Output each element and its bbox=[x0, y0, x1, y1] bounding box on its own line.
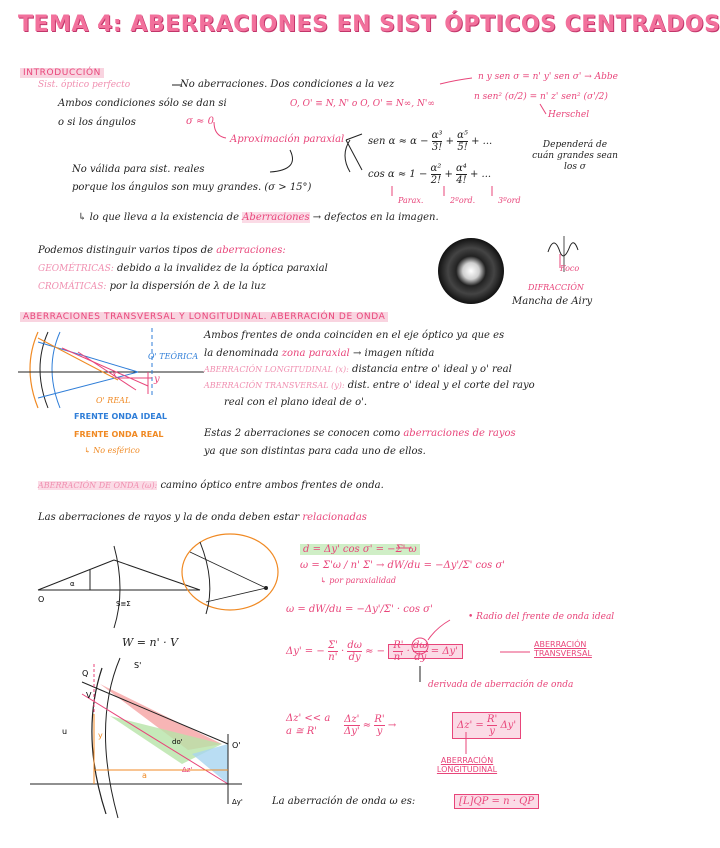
wave-p2b: ya que son distintas para cada uno de ellos. bbox=[204, 446, 426, 457]
intro-line3: o si los ángulos bbox=[58, 117, 136, 128]
intro-line1: No aberraciones. Dos condiciones a la vez bbox=[180, 79, 395, 90]
types-geometric: GEOMÉTRICAS: debido a la invalidez de la óptica paraxial bbox=[38, 263, 328, 274]
trans-label: ABERRACIÓN TRANSVERSAL bbox=[534, 640, 592, 658]
eq-dz-box: Δz' = $\frac{R'}{y}$ Δy' bbox=[452, 712, 521, 739]
wave-p2a: Estas 2 aberraciones se conocen como aberraciones de rayos bbox=[204, 428, 516, 439]
order-2: 2ºord. bbox=[450, 196, 476, 205]
svg-text:do': do' bbox=[172, 738, 183, 746]
intro-line2-cond: O, O' ≡ N, N' o O, O' ≡ N∞, N'∞ bbox=[290, 99, 435, 109]
herschel-eq: n sen² (σ/2) = n' z' sen² (σ'/2) bbox=[474, 92, 608, 102]
eq-dz: $\frac{\Delta z'}{\Delta y'}$ ≈ $\frac{R'}{y}$ → bbox=[344, 714, 397, 737]
airy-label: Mancha de Airy bbox=[512, 296, 593, 307]
svg-text:y: y bbox=[98, 731, 103, 740]
section-heading-wave: ABERRACIONES TRANSVERSAL Y LONGITUDINAL. ABERRACIÓN DE ONDA bbox=[20, 312, 388, 322]
long-label: ABERRACIÓN LONGITUDINAL bbox=[436, 756, 498, 774]
eq-d: d = Δy' cos σ' = −Σ' ω bbox=[300, 544, 420, 555]
svg-text:Q: Q bbox=[82, 669, 89, 678]
svg-text:a: a bbox=[142, 771, 147, 780]
types-intro: Podemos distinguir varios tipos de aberraciones: bbox=[38, 245, 286, 256]
intro-line2: Ambos condiciones sólo se dan si bbox=[58, 98, 227, 109]
intro-perfect-label: Sist. óptico perfecto bbox=[38, 80, 131, 90]
wave-onda: ABERRACIÓN DE ONDA (ω): camino óptico entre ambos frentes de onda. bbox=[38, 480, 384, 491]
wave-related: Las aberraciones de rayos y la de onda deben estar relacionadas bbox=[38, 512, 367, 523]
no-esferico-label: ↳ No esférico bbox=[84, 446, 140, 455]
eq-omega: ω = Σ'ω / n' Σ' → dW/du = −Δy'/Σ' cos σ' bbox=[300, 560, 506, 571]
svg-text:u: u bbox=[62, 727, 68, 736]
derivada-label: derivada de aberración de onda bbox=[428, 680, 574, 690]
wave-trans2: real con el plano ideal de o'. bbox=[224, 397, 368, 408]
svg-text:S': S' bbox=[134, 661, 142, 670]
taylor-sen: sen α ≈ α − $\frac{\text{α³}}{3!}$ + $\frac{\text{α⁵}}{5!}$ + ... bbox=[368, 130, 493, 153]
novalid-1: No válida para sist. reales bbox=[72, 164, 205, 175]
final-text: La aberración de onda ω es: bbox=[272, 796, 416, 807]
x-label: x bbox=[112, 370, 118, 380]
eq-dy: Δy' = − $\frac{\Sigma'}{n'}$ · $\frac{d\omega}{dy}$ ≈ − $\frac{R'}{n'}$ · $\frac{d\omega}{dy}$ = Δy' bbox=[286, 640, 463, 663]
svg-text:Δz': Δz' bbox=[182, 766, 193, 774]
novalid-2: porque los ángulos son muy grandes. (σ > 15°) bbox=[72, 182, 312, 193]
final-eq: [L]QP = n · QP bbox=[454, 794, 539, 809]
o-teorica-label: O' TEÓRICA bbox=[148, 352, 199, 361]
page-title: TEMA 4: ABERRACIONES EN SIST ÓPTICOS CENTRADOS bbox=[18, 12, 720, 37]
small-conditions: Δz' << a a ≅ R' bbox=[286, 713, 331, 737]
y-label: y bbox=[154, 374, 160, 385]
svg-text:O: O bbox=[38, 595, 45, 604]
herschel-label: Herschel bbox=[548, 110, 590, 120]
order-paraxial: Parax. bbox=[398, 196, 424, 205]
o-real-label: O' REAL bbox=[96, 396, 131, 405]
svg-text:S≡Σ: S≡Σ bbox=[116, 600, 131, 608]
depend-note: Dependerá de cuán grandes sean los σ bbox=[532, 140, 618, 172]
wave-p1a: Ambos frentes de onda coinciden en el eje óptico ya que es bbox=[204, 330, 505, 341]
svg-text:O': O' bbox=[232, 741, 241, 750]
radio-label: • Radio del frente de onda ideal bbox=[468, 612, 615, 622]
taylor-cos: cos α ≈ 1 − $\frac{\text{α²}}{2!}$ + $\frac{\text{α⁴}}{4!}$ + ... bbox=[368, 163, 492, 186]
w-equation: W = n' · V bbox=[122, 636, 179, 649]
abbe-condition: n y sen σ = n' y' sen σ' → Abbe bbox=[478, 72, 618, 82]
paraxial-approx: Aproximación paraxial bbox=[230, 134, 345, 145]
diffraction-label: DIFRACCIÓN bbox=[528, 283, 584, 292]
frente-ideal-label: FRENTE ONDA IDEAL bbox=[74, 412, 167, 421]
frente-real-label: FRENTE ONDA REAL bbox=[74, 430, 164, 439]
svg-text:V: V bbox=[86, 691, 92, 700]
wave-long: ABERRACIÓN LONGITUDINAL (x): distancia entre o' ideal y o' real bbox=[204, 364, 512, 375]
leads-line: ↳ lo que lleva a la existencia de Aberraciones → defectos en la imagen. bbox=[78, 212, 439, 223]
wave-p1b: la denominada zona paraxial → imagen nítida bbox=[204, 348, 435, 359]
svg-text:Δy': Δy' bbox=[232, 798, 243, 806]
wave-trans: ABERRACIÓN TRANSVERSAL (y): dist. entre o' ideal y el corte del rayo bbox=[204, 380, 535, 391]
foco-label: Foco bbox=[560, 264, 580, 273]
eq-domega: ω = dW/du = −Δy'/Σ' · cos σ' bbox=[286, 604, 433, 615]
por-paraxialidad: ↳ por paraxialidad bbox=[320, 576, 397, 585]
order-3: 3ºord bbox=[498, 196, 521, 205]
svg-text:α: α bbox=[70, 580, 75, 588]
section-heading-intro: INTRODUCCIÓN bbox=[20, 68, 104, 78]
types-chromatic: CROMÁTICAS: por la dispersión de λ de la luz bbox=[38, 281, 266, 292]
intro-line3-cond: σ ≈ 0 bbox=[186, 116, 214, 127]
